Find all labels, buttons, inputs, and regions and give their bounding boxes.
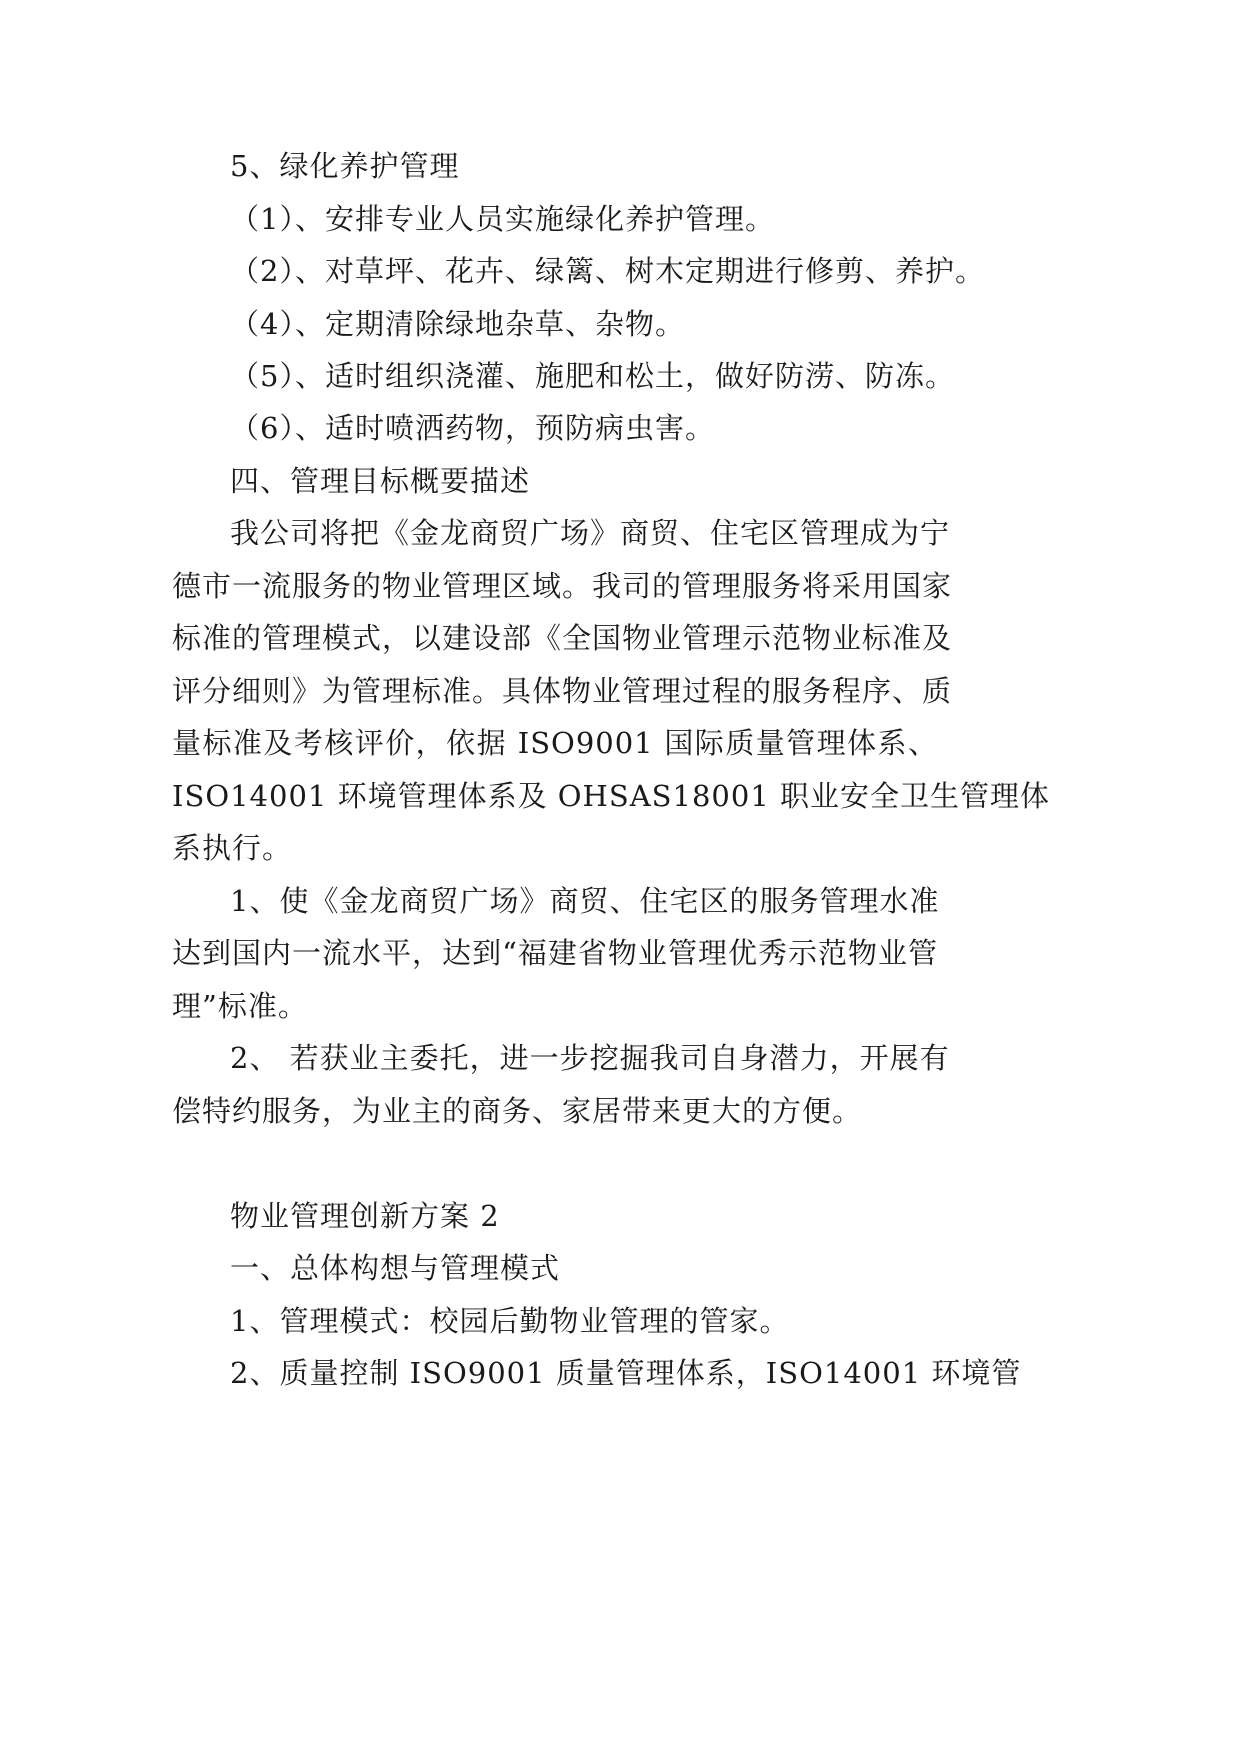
list-item: （1）、安排专业人员实施绿化养护管理。 — [230, 202, 775, 236]
paragraph-line: 偿特约服务，为业主的商务、家居带来更大的方便。 — [172, 1094, 863, 1128]
list-item: （2）、对草坪、花卉、绿篱、树木定期进行修剪、养护。 — [230, 254, 985, 288]
list-item: （5）、适时组织浇灌、施肥和松土，做好防涝、防冻。 — [230, 359, 955, 393]
document-title: 物业管理创新方案 2 — [230, 1199, 500, 1233]
paragraph-line: 标准的管理模式，以建设部《全国物业管理示范物业标准及 — [172, 621, 953, 655]
paragraph-line: 2、 若获业主委托，进一步挖掘我司自身潜力，开展有 — [230, 1041, 950, 1075]
list-item: 2、质量控制 ISO9001 质量管理体系，ISO14001 环境管 — [230, 1356, 1022, 1390]
paragraph-line: 理”标准。 — [172, 989, 308, 1023]
paragraph-line: 评分细则》为管理标准。具体物业管理过程的服务程序、质 — [172, 674, 953, 708]
paragraph-line: 达到国内一流水平，达到“福建省物业管理优秀示范物业管 — [172, 936, 938, 970]
paragraph-line: ISO14001 环境管理体系及 OHSAS18001 职业安全卫生管理体 — [172, 779, 1051, 813]
list-item: 1、管理模式：校园后勤物业管理的管家。 — [230, 1304, 790, 1338]
section-heading: 5、绿化养护管理 — [230, 149, 460, 183]
paragraph-line: 我公司将把《金龙商贸广场》商贸、住宅区管理成为宁 — [230, 516, 951, 550]
section-heading: 四、管理目标概要描述 — [230, 464, 531, 498]
paragraph-line: 系执行。 — [172, 831, 293, 865]
paragraph-line: 量标准及考核评价，依据 ISO9001 国际质量管理体系、 — [172, 726, 938, 760]
paragraph-line: 1、使《金龙商贸广场》商贸、住宅区的服务管理水准 — [230, 884, 940, 918]
section-heading: 一、总体构想与管理模式 — [230, 1251, 561, 1285]
paragraph-line: 德市一流服务的物业管理区域。我司的管理服务将采用国家 — [172, 569, 953, 603]
list-item: （4）、定期清除绿地杂草、杂物。 — [230, 307, 685, 341]
list-item: （6）、适时喷洒药物，预防病虫害。 — [230, 411, 715, 445]
